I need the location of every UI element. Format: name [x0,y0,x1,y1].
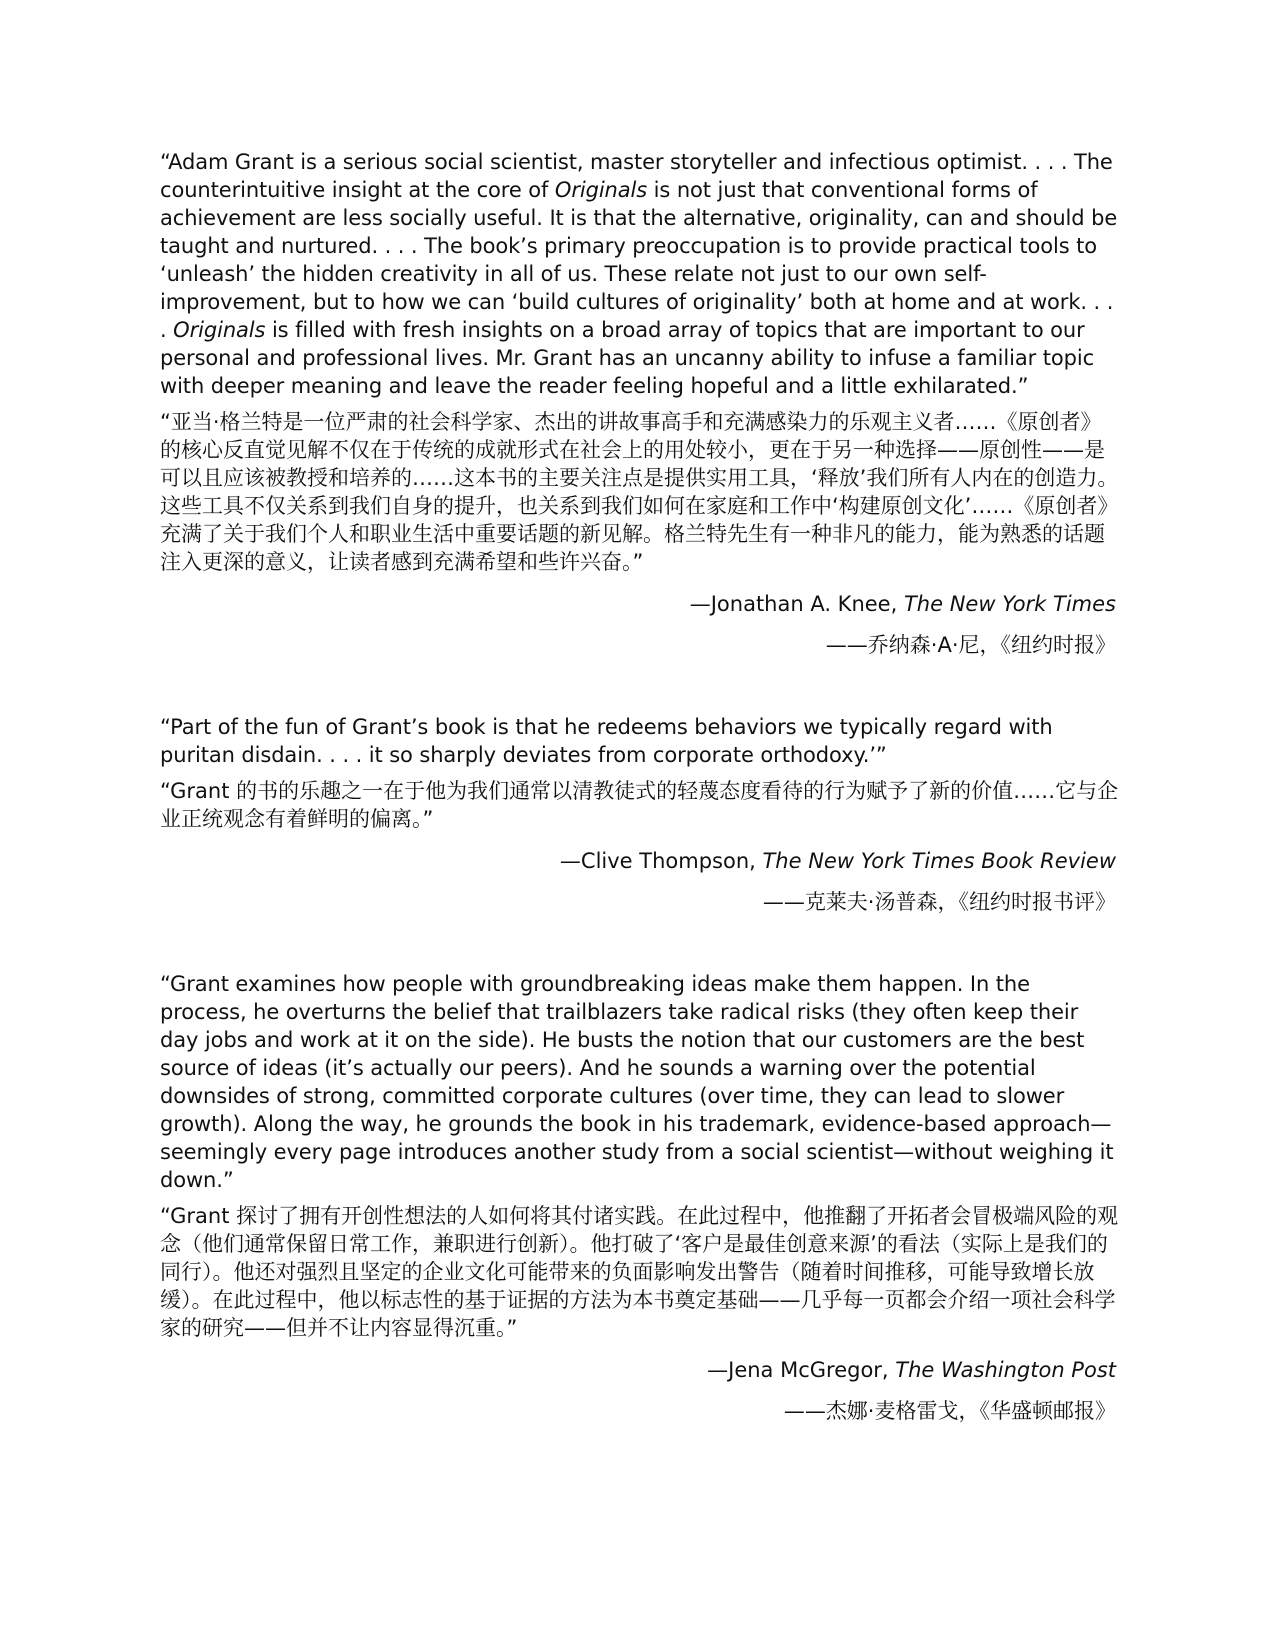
attribution-english: —Jonathan A. Knee, The New York Times [689,592,1116,616]
review-quote-chinese: “Grant 探讨了拥有开创性想法的人如何将其付诸实践。在此过程中，他推翻了开拓者会冒极端风险的观念（他们通常保留日常工作，兼职进行创新）。他打破了‘客户是最佳创意来源’的看法（实际上是我们的同行）。他还对强烈且坚定的企业文化可能带来的负面影响发出警告（随着时间推移，可能导致增长放缓）。在此过程中，他以标志性的基于证据的方法为本书奠定基础——几乎每一页都会介绍一项社会科学家的研究——但并不让内容显得沉重。” [160,1204,1119,1340]
book-title-italic: Originals [554,178,648,202]
publication-name: The New York Times [903,592,1116,616]
review-block-1 [160,148,1120,659]
review-quote-english: “Part of the fun of Grant’s book is that he redeems behaviors we typically regard with puritan disdain. . . . it so sharply deviates from corporate orthodoxy.’” [160,715,1053,767]
attribution-chinese: ——杰娜·麦格雷戈，《华盛顿邮报》 [783,1399,1116,1423]
review-quote-chinese: “亚当·格兰特是一位严肃的社会科学家、杰出的讲故事高手和充满感染力的乐观主义者……《原创者》的核心反直觉见解不仅在于传统的成就形式在社会上的用处较小，更在于另一种选择——原创性——是可以且应该被教授和培养的……这本书的主要关注点是提供实用工具，‘释放’我们所有人内在的创造力。这些工具不仅关系到我们自身的提升，也关系到我们如何在家庭和工作中‘构建原创文化’……《原创者》充满了关于我们个人和职业生活中重要话题的新见解。格兰特先生有一种非凡的能力，能为熟悉的话题注入更深的意义，让读者感到充满希望和些许兴奋。” [160,410,1119,574]
book-title-italic: Originals [173,318,266,342]
publication-name: The Washington Post [895,1358,1116,1382]
section-spacer [160,916,1120,970]
attribution-english: —Jena McGregor, The Washington Post [707,1358,1116,1382]
review-quote-chinese: “Grant 的书的乐趣之一在于他为我们通常以清教徒式的轻蔑态度看待的行为赋予了新的价值……它与企业正统观念有着鲜明的偏离。” [160,779,1119,831]
publication-name: The New York Times Book Review [762,849,1116,873]
review-quote-english: “Grant examines how people with groundbreaking ideas make them happen. In the process, he overturns the belief that trailblazers take radical risks (they often keep their day jobs and work at it on the side). He busts the notion that our customers are the best source of ideas (it’s actually our peers). And he sounds a warning over the potential downsides of strong, committed corporate cultures (over time, they can lead to slower growth). Along the way, he grounds the book in his trademark, evidence-based approach—seemingly every page introduces another study from a social scientist—without weighing it down.” [160,972,1114,1192]
review-block-2 [160,713,1120,916]
attribution-english: —Clive Thompson, The New York Times Book Review [559,849,1116,873]
attribution-chinese: ——克莱夫·汤普森，《纽约时报书评》 [762,890,1116,914]
review-quote-english: “Adam Grant is a serious social scientist, master storyteller and infectious optimist. . . . The counterintuitive insight at the core of Originals is not just that conventional forms of achievement are less socially useful. It is that the alternative, originality, can and should be taught and nurtured. . . . The book’s primary preoccupation is to provide practical tools to ‘unleash’ the hidden creativity in all of us. These relate not just to our own self-improvement, but to how we can ‘build cultures of originality’ both at home and at work. . . . Originals is filled with fresh insights on a broad array of topics that are important to our personal and professional lives. Mr. Grant has an uncanny ability to infuse a familiar topic with deeper meaning and leave the reader feeling hopeful and a little exhilarated.” [160,150,1118,398]
review-block-3 [160,970,1120,1425]
attribution-chinese: ——乔纳森·A·尼，《纽约时报》 [825,633,1116,657]
review-page [160,148,1120,1425]
section-spacer [160,659,1120,713]
